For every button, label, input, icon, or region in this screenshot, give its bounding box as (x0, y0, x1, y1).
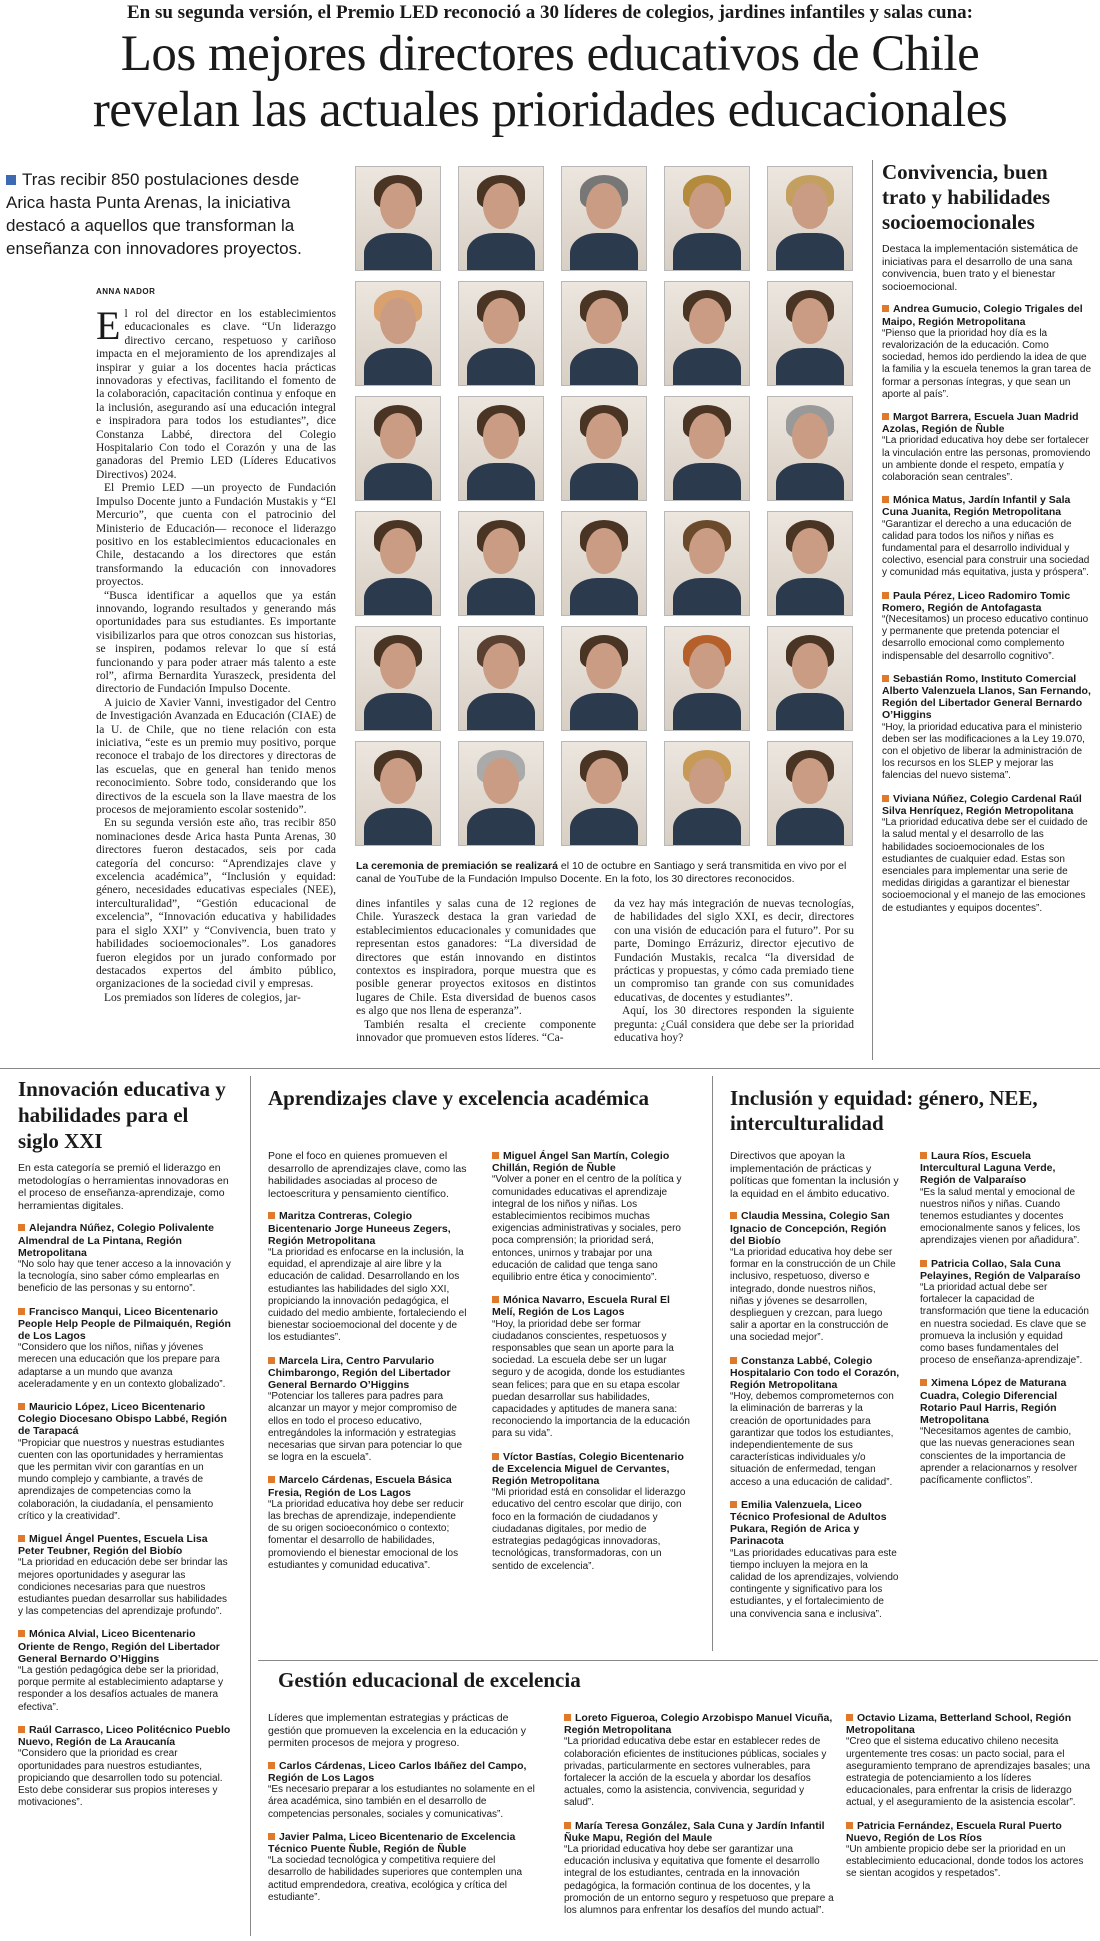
winner-name: Octavio Lizama, Betterland School, Región Metropolitana (846, 1712, 1094, 1736)
winner-entry (18, 1222, 233, 1295)
winner-quote: “Necesitamos agentes de cambio, que las nuevas generaciones sean conscientes de la importancia de aprender a relacionarnos y resolver pacíficamente conflictos”. (920, 1426, 1078, 1487)
winner-name: Paula Pérez, Liceo Radomiro Tomic Romero, Región de Antofagasta (882, 590, 1092, 614)
winner-entry (920, 1150, 1090, 1248)
winner-quote: “Propiciar que nuestros y nuestras estudiantes cuenten con las oportunidades y herramientas que les permitan vivir con garantías en un mundo complejo y cambiante, a través de aprendizajes de competencias como la colaboración, la ciudadanía, el pensamiento crítico y la creatividad”. (18, 1437, 225, 1522)
winner-entry (730, 1210, 900, 1344)
lead-paragraph (6, 168, 328, 260)
winner-quote: “La sociedad tecnológica y competitiva requiere del desarrollo de habilidades superiores que contemplen una actitud emprendedora, creativa, ecológica y crítica del estudiante”. (268, 1855, 523, 1903)
winner-name: Mónica Matus, Jardín Infantil y Sala Cuna Juanita, Región Metropolitana (882, 494, 1092, 518)
winner-name: Margot Barrera, Escuela Juan Madrid Azolas, Región de Ñuble (882, 411, 1092, 435)
headline-line-2: revelan las actuales prioridades educacionales (92, 82, 1008, 138)
section-divider (0, 1068, 1100, 1069)
winner-quote: “La prioridad educativa hoy debe ser fortalecer la vinculación entre las personas, promoviendo un ambiente donde el respeto, empatía y colaboración sean centrales”. (882, 435, 1091, 484)
winner-name: Maritza Contreras, Colegio Bicentenario Jorge Huneeus Zegers, Región Metropolitana (268, 1210, 468, 1247)
body-paragraph: dines infantiles y salas cuna de 12 regiones de Chile. Yuraszeck destaca la gran variedad de establecimientos educacionales y comunidades que representan estos ganadores: “La diversidad de directores que están innovando en distintos contextos es inspiradora, porque muestra que es posible generar proyectos exitosos en distintos lugares de Chile. Esta diversidad de buenos casos es algo que nos llena de esperanza”. (356, 898, 596, 1018)
section-title: Innovación educativa y habilidades para el siglo XXI (18, 1077, 226, 1153)
winner-quote: “Hoy, la prioridad debe ser formar ciudadanos conscientes, respetuosos y responsables que sean un aporte para la sociedad. La escuela debe ser un lugar seguro y de acogida, donde los estudiantes sean felices; para que en su etapa escolar puedan desarrollar sus habilidades, capacidades y aptitudes de manera sana: reconociendo la importancia de la educación para su vida”. (492, 1318, 690, 1440)
body-paragraph: da vez hay más integración de nuevas tecnologías, de habilidades del siglo XXI, es decir, directores con una visión de educación para el futuro”. Por su parte, Domingo Errázuriz, director ejecutivo de Fundación Mustakis, recalca “la diversidad de prácticas y propuestas, y cómo cada premiado tiene un compromiso tan grande con sus comunidades educativas, de docentes y estudiantes”. (614, 898, 854, 1004)
winner-name: Francisco Manqui, Liceo Bicentenario People Help People de Pilmaiquén, Región de Los Lagos (18, 1306, 233, 1343)
section-convivencia (882, 160, 1092, 915)
winner-entry (268, 1831, 538, 1904)
winner-entry (846, 1820, 1094, 1881)
winner-name: Sebastián Romo, Instituto Comercial Alberto Valenzuela Llanos, San Fernando, Región del Libertador General Bernardo O’Higgins (882, 672, 1091, 722)
director-photo (767, 396, 853, 501)
caption-text: el 10 de octubre en Santiago y será transmitida en vivo por el canal de YouTube de la Fundación Impulso Docente. En la foto, los 30 directores reconocidos. (356, 860, 847, 885)
director-photo (767, 281, 853, 386)
section-title: Gestión educacional de excelencia (278, 1668, 581, 1692)
body-paragraph: l rol del director en los establecimientos educacionales es clave. “Un liderazgo directivo cercano, respetuoso y cariñoso impacta en el mejoramiento de los aprendizajes al inspirar y guiar a los docentes hacia prácticas innovadoras y efectivas, facilitando el fomento de la colaboración, capacitación continua y enfoque en la inclusión, asegurando así una educación integral e inspiradora para todos los estudiantes”, dice Constanza Labbé, directora del Colegio Hospitalario Con todo el Corazón y una de las ganadoras del Premio LED (Líderes Educativos Directivos) 2024. (96, 308, 336, 481)
winner-entry (564, 1820, 834, 1918)
winner-quote: “La prioridad educativa debe ser el cuidado de la salud mental y el desarrollo de las habilidades socioemocionales de los estudiantes de cualquier edad. Estas son esenciales para implementar una serie de medidas dirigidas a garantizar el bienestar socioemocional y el manejo de las emociones de estudiantes y equipos docentes”. (882, 817, 1088, 914)
winner-entry (882, 673, 1092, 783)
director-photo (767, 626, 853, 731)
director-photo (355, 396, 441, 501)
director-photo (355, 626, 441, 731)
column-divider (712, 1076, 713, 1651)
body-paragraph: En su segunda versión este año, tras recibir 850 nominaciones desde Arica hasta Punta Arenas, 30 directores fueron destacados, seis por cada categoría del concurso: “Aprendizajes clave y excelencia académica”, “Inclusión y equidad: género, necesidades educativas especiales (NEE), interculturalidad”, “Gestión educacional de excelencia”, “Innovación educativa y habilidades para el siglo XXI” y “Convivencia, buen trato y habilidades socioemocionales”. Los ganadores fueron elegidos por un jurado conformado por destacados expertos del ámbito público, organizaciones de la sociedad civil y empresas. (96, 817, 336, 991)
body-column-3 (614, 898, 854, 1045)
winner-entry (730, 1499, 900, 1621)
section-inclusion-title (730, 1086, 1090, 1136)
body-column-2 (356, 898, 596, 1045)
winner-name: Mauricio López, Liceo Bicentenario Colegio Diocesano Obispo Labbé, Región de Tarapacá (18, 1401, 233, 1438)
section-intro: Pone el foco en quienes promueven el desarrollo de aprendizajes clave, como las habilidades asociadas al proceso de lectoescritura y pensamiento científico. (268, 1150, 467, 1200)
director-photo (664, 396, 750, 501)
winner-name: Miguel Ángel San Martín, Colegio Chillán, Región de Ñuble (492, 1150, 692, 1174)
winner-name: Marcela Lira, Centro Parvulario Chimbarongo, Región del Libertador General Bernardo O’Higgins (268, 1355, 468, 1392)
winner-name: Patricia Fernández, Escuela Rural Puerto Nuevo, Región de Los Ríos (846, 1820, 1094, 1844)
winner-entry (882, 303, 1092, 401)
body-paragraph: A juicio de Xavier Vanni, investigador del Centro de Investigación Avanzada en Educación (CIAE) de la U. de Chile, que no tiene relación con esta iniciativa, “este es un premio muy positivo, porque reconoce el trabajo de los directores y directoras de las escuelas, que en general han tenido menos reconocimiento. Sobre todo, considerando que los directivos de la escuela son la llave maestra de los procesos de mejoramiento escolar sostenido”. (96, 696, 336, 817)
winner-entry (882, 494, 1092, 579)
winner-entry (492, 1451, 692, 1573)
director-photo (458, 626, 544, 731)
winner-entry (18, 1401, 233, 1523)
director-photo (355, 741, 441, 846)
winner-name: Alejandra Núñez, Colegio Polivalente Almendral de La Pintana, Región Metropolitana (18, 1222, 233, 1259)
winner-name: Raúl Carrasco, Liceo Politécnico Pueblo Nuevo, Región de La Araucanía (18, 1724, 233, 1748)
director-photo (458, 741, 544, 846)
section-gestion-title (278, 1668, 978, 1693)
winner-entry (268, 1210, 468, 1344)
body-paragraph: Los premiados son líderes de colegios, jar- (104, 991, 301, 1004)
winner-quote: “La prioridad educativa hoy debe ser reducir las brechas de aprendizaje, independiente de su origen socioeconómico o contexto; fomentar el desarrollo de habilidades, promoviendo el bienestar emocional de los estudiantes y comunidad educativa”. (268, 1498, 464, 1571)
winner-quote: “Es necesario preparar a los estudiantes no solamente en el área académica, sino también en el desarrollo de competencias personales, sociales y comunicativas”. (268, 1784, 535, 1820)
section-intro: En esta categoría se premió el liderazgo en metodologías o herramientas innovadoras en el proceso de enseñanza-aprendizaje, como herramientas digitales. (18, 1162, 229, 1212)
director-photo (664, 741, 750, 846)
column-divider (872, 160, 873, 1060)
winner-name: María Teresa González, Sala Cuna y Jardín Infantil Ñuke Mapu, Región del Maule (564, 1820, 834, 1844)
winner-name: Miguel Ángel Puentes, Escuela Lisa Peter Teubner, Región del Biobío (18, 1533, 233, 1557)
winner-entry (268, 1355, 468, 1465)
winner-quote: “Considero que los niños, niñas y jóvenes merecen una educación que los prepare para adaptarse a un mundo que avanza aceleradamente y en un contexto globalizado”. (18, 1342, 226, 1390)
winner-quote: “No solo hay que tener acceso a la innovación y la tecnología, sino saber cómo emplearlas en beneficio de las personas y su entorno”. (18, 1258, 231, 1295)
winner-quote: “Volver a poner en el centro de la política y comunidades educativas el aprendizaje integral de los niños y niñas. Los establecimientos recibimos muchas exigencias administrativas y sociales, pero poca comprensión; la prioridad será, entonces, unirnos y trabajar por una educación de calidad que tenga sano equilibrio entre ética y conocimiento”. (492, 1174, 682, 1284)
director-photo (664, 511, 750, 616)
section-title: Aprendizajes clave y excelencia académica (268, 1086, 650, 1110)
winner-entry (18, 1306, 233, 1391)
director-photo (664, 626, 750, 731)
winner-name: Mónica Navarro, Escuela Rural El Melí, Región de Los Lagos (492, 1294, 692, 1318)
director-photo (355, 281, 441, 386)
director-photo (355, 511, 441, 616)
winner-entry (846, 1712, 1094, 1810)
winner-quote: “La prioridad educativa hoy debe ser garantizar una educación inclusiva y equitativa que fomente el desarrollo integral de los estudiantes, centrada en la innovación pedagógica, la formación continua de los docentes, y la promoción de un entorno seguro y respetuoso que prepare a los alumnos para enfrentar los desafíos del mundo actual”. (564, 1844, 834, 1917)
director-photo (561, 281, 647, 386)
winner-quote: “Considero que la prioridad es crear oportunidades para nuestros estudiantes, propiciando que desarrollen todo su potencial. Esto debe considerar sus propios intereses y motivaciones”. (18, 1748, 223, 1809)
director-photo (458, 396, 544, 501)
section-aprendizajes-col-2 (492, 1150, 692, 1573)
dropcap: E (96, 303, 121, 348)
winner-quote: “La prioridad en educación debe ser brindar las mejores oportunidades y asegurar las condiciones necesarias para que nuestros estudiantes puedan desarrollar sus habilidades y las competencias del aprendizaje profundo”. (18, 1557, 228, 1618)
body-column-1 (96, 303, 336, 1005)
winner-entry (18, 1533, 233, 1618)
winner-name: Laura Ríos, Escuela Intercultural Laguna Verde, Región de Valparaíso (920, 1150, 1090, 1187)
winner-entry (882, 590, 1092, 663)
body-paragraph: El Premio LED —un proyecto de Fundación Impulso Docente junto a Fundación Mustakis y “El Mercurio”, que cuenta con el patrocinio del Ministerio de Educación— reconoce el liderazgo positivo en los establecimientos educacionales en Chile, destacando a los directores que están transformando la educación con innovadores proyectos. (96, 482, 336, 589)
winner-quote: “Creo que el sistema educativo chileno necesita urgentemente tres cosas: un pacto social, para el aseguramiento temprano de aprendizajes basales; una estrategia de potenciamiento a los líderes educacionales, para enfrentar la crisis de liderazgo actual, y el aseguramiento de la asistencia escolar”. (846, 1736, 1091, 1809)
winner-quote: “Las prioridades educativas para este tiempo incluyen la mejora en la calidad de los aprendizajes, volviendo contingente y significativo para los estudiantes, y el fortalecimiento de una convivencia sana e inclusiva”. (730, 1547, 899, 1620)
winner-quote: “Un ambiente propicio debe ser la prioridad en un establecimiento educacional, donde todos los actores se sientan acogidos y respetados”. (846, 1844, 1084, 1880)
column-divider (250, 1076, 251, 1936)
director-photo (561, 626, 647, 731)
winner-entry (730, 1355, 900, 1489)
section-title: Inclusión y equidad: género, NEE, interculturalidad (730, 1086, 1038, 1135)
director-photo (458, 281, 544, 386)
director-photo (458, 511, 544, 616)
winner-name: Patricia Collao, Sala Cuna Pelayines, Región de Valparaíso (920, 1258, 1090, 1282)
winner-entry (920, 1258, 1090, 1368)
winner-name: Ximena López de Maturana Cuadra, Colegio Diferencial Rotario Paul Harris, Región Metropolitana (920, 1377, 1090, 1426)
winner-name: Marcelo Cárdenas, Escuela Básica Fresia, Región de Los Lagos (268, 1474, 468, 1498)
winner-name: Emilia Valenzuela, Liceo Técnico Profesional de Adultos Pukara, Región de Arica y Parinacota (730, 1499, 900, 1548)
winner-quote: “La prioridad educativa debe estar en establecer redes de colaboración eficientes de instituciones públicas, sociales y privadas, particularmente en sectores vulnerables, para fortalecer la acción de la escuela y abordar los desafíos actuales, como la asistencia, convivencia, seguridad y salud”. (564, 1736, 827, 1809)
winner-name: Carlos Cárdenas, Liceo Carlos Ibáñez del Campo, Región de Los Lagos (268, 1760, 538, 1784)
director-photo (458, 166, 544, 271)
director-photo (664, 166, 750, 271)
winner-quote: “La gestión pedagógica debe ser la prioridad, porque permite al establecimiento adaptarse y responder a los desafíos actuales de manera efectiva”. (18, 1665, 224, 1713)
winner-quote: “La prioridad educativa hoy debe ser formar en la construcción de un Chile inclusivo, respetuoso, diverso e integrado, donde nuestros niños, niñas y jóvenes se desarrollen, desplieguen y crezcan, para luego salir a aportar en la construcción de una sociedad mejor”. (730, 1246, 896, 1344)
winner-name: Javier Palma, Liceo Bicentenario de Excelencia Técnico Puente Ñuble, Región de Ñuble (268, 1831, 538, 1855)
section-gestion-col-2 (564, 1712, 834, 1917)
body-paragraph: Aquí, los 30 directores responden la siguiente pregunta: ¿Cuál considera que debe ser la prioridad educativa hoy? (614, 1005, 854, 1045)
winner-entry (882, 411, 1092, 484)
photo-caption (356, 860, 856, 886)
section-gestion-col-3 (846, 1712, 1094, 1881)
director-photo (767, 511, 853, 616)
headline (0, 26, 1100, 138)
section-aprendizajes-title (268, 1086, 688, 1111)
winner-name: Mónica Alvial, Liceo Bicentenario Oriente de Rengo, Región del Libertador General Bernardo O’Higgins (18, 1628, 233, 1665)
winner-quote: “Es la salud mental y emocional de nuestros niños y niñas. Cuando tenemos estudiantes y docentes emocionalmente sanos y felices, los aprendizajes vienen por añadidura”. (920, 1186, 1081, 1247)
section-title: Convivencia, buen trato y habilidades socioemocionales (882, 160, 1051, 234)
winner-entry (268, 1474, 468, 1572)
director-photo (767, 741, 853, 846)
director-photo (561, 166, 647, 271)
winner-name: Andrea Gumucio, Colegio Trigales del Maipo, Región Metropolitana (882, 303, 1092, 327)
winner-quote: “Hoy, debemos comprometernos con la eliminación de barreras y la creación de oportunidades para garantizar que todos los estudiantes, independientemente de sus características individuales y/o situación de enfermedad, tengan acceso a una educación de calidad”. (730, 1391, 894, 1488)
section-divider (258, 1660, 1098, 1661)
section-aprendizajes-col-1 (268, 1150, 468, 1572)
winner-name: Claudia Messina, Colegio San Ignacio de Concepción, Región del Biobío (730, 1210, 900, 1247)
winner-entry (18, 1724, 233, 1809)
section-innovacion (18, 1076, 233, 1809)
winner-name: Viviana Núñez, Colegio Cardenal Raúl Silva Henríquez, Región Metropolitana (882, 793, 1092, 817)
kicker: En su segunda versión, el Premio LED reconoció a 30 líderes de colegios, jardines infantiles y salas cuna: (126, 2, 974, 23)
winner-entry (268, 1760, 538, 1821)
winner-quote: “(Necesitamos) un proceso educativo continuo y permanente que pretenda potenciar el desarrollo emocional como complemento indispensable del desarrollo cognitivo”. (882, 614, 1089, 662)
winner-name: Constanza Labbé, Colegio Hospitalario Con todo el Corazón, Región Metropolitana (730, 1354, 900, 1392)
director-photo (767, 166, 853, 271)
winner-quote: “La prioridad actual debe ser fortalecer la capacidad de transformación que tiene la educación en nuestra sociedad. Es clave que se promueva la inclusión y equidad como bases fundamentales del proceso de enseñanza-aprendizaje”. (920, 1282, 1089, 1367)
bullet-square-icon (6, 175, 16, 185)
director-photo (561, 511, 647, 616)
body-paragraph: También resalta el creciente componente innovador que promueven estos líderes. “Ca- (356, 1018, 596, 1045)
director-photo (664, 281, 750, 386)
winner-entry (492, 1150, 692, 1284)
winner-entry (18, 1628, 233, 1713)
director-photo (561, 741, 647, 846)
body-paragraph: “Busca identificar a aquellos que ya están innovando, logrando resultados y generando más oportunidades para sus estudiantes. Es importante visibilizarlos para que otros conozcan sus historias, se inspiren, podamos relevar lo que sí está funcionando y para poder atraer más talento a este rol”, afirma Bernardita Yuraszeck, presidenta del directorio de Fundación Impulso Docente. (96, 589, 336, 696)
winner-quote: “Hoy, la prioridad educativa para el ministerio deben ser las modificaciones a la Ley 19.070, con el objetivo de liberar la administración de los recursos en los SLEP y mejorar las falencias del nuevo sistema”. (882, 721, 1085, 782)
winner-name: Loreto Figueroa, Colegio Arzobispo Manuel Vicuña, Región Metropolitana (564, 1712, 833, 1737)
section-intro: Líderes que implementan estrategias y prácticas de gestión que promueven la excelencia en la educación y permiten procesos de mejora y progreso. (268, 1712, 527, 1750)
winner-quote: “Garantizar el derecho a una educación de calidad para todos los niños y niñas es fundamental para el desarrollo individual y colectivo, esencial para construir una sociedad y comunidad más equitativa, justa y próspera”. (882, 518, 1090, 579)
winner-entry (564, 1712, 834, 1810)
caption-bold: La ceremonia de premiación se realizará (356, 860, 558, 872)
winner-entry (492, 1294, 692, 1440)
lead-text: Tras recibir 850 postulaciones desde Arica hasta Punta Arenas, la iniciativa destacó a aquellos que transforman la enseñanza con innovadores proyectos. (6, 170, 302, 258)
director-photo (561, 396, 647, 501)
byline: ANNA NADOR (96, 287, 156, 296)
directors-photo-grid (355, 166, 855, 856)
director-photo (355, 166, 441, 271)
winner-name: Víctor Bastías, Colegio Bicentenario de Excelencia Miguel de Cervantes, Región Metropolitana (492, 1451, 692, 1488)
section-inclusion-col-2 (920, 1150, 1090, 1487)
winner-quote: “La prioridad es enfocarse en la inclusión, la equidad, el aprendizaje al aire libre y la educación de calidad. Desarrollando en los estudiantes las habilidades del siglo XXI, propiciando la innovación pedagógica, el cuidado del medio ambiente, fortaleciendo el bienestar socioemocional del docente y de los estudiantes”. (268, 1246, 467, 1344)
winner-quote: “Mi prioridad está en consolidar el liderazgo educativo del centro escolar que dirijo, con foco en la formación de ciudadanos y ciudadanas digitales, por medio de estrategias pedagógicas innovadoras, tecnológicas, transformadoras, con un sentido de excelencia”. (492, 1487, 686, 1572)
section-intro: Destaca la implementación sistemática de iniciativas para el desarrollo de una sana convivencia, buen trato y el bienestar socioemocional. (882, 243, 1079, 293)
section-intro: Directivos que apoyan la implementación de prácticas y políticas que fomentan la inclusión y la equidad en el ámbito educativo. (730, 1150, 899, 1200)
winner-quote: “Potenciar los talleres para padres para alcanzar un mayor y mejor compromiso de ellos en todo el proceso educativo, entregándoles la información y estrategias necesarias que sirvan para potenciar lo que se logra en la escuela”. (268, 1391, 463, 1464)
headline-line-1: Los mejores directores educativos de Chile (120, 26, 980, 82)
section-gestion-col-1 (268, 1712, 538, 1904)
section-inclusion-col-1 (730, 1150, 900, 1621)
winner-entry (882, 793, 1092, 915)
winner-entry (920, 1377, 1090, 1487)
winner-quote: “Pienso que la prioridad hoy día es la revalorización de la educación. Como sociedad, hemos ido perdiendo la idea de que la familia y la escuela tenemos la gran tarea de formar a personas íntegras, y que sean un aporte al país”. (882, 327, 1092, 400)
